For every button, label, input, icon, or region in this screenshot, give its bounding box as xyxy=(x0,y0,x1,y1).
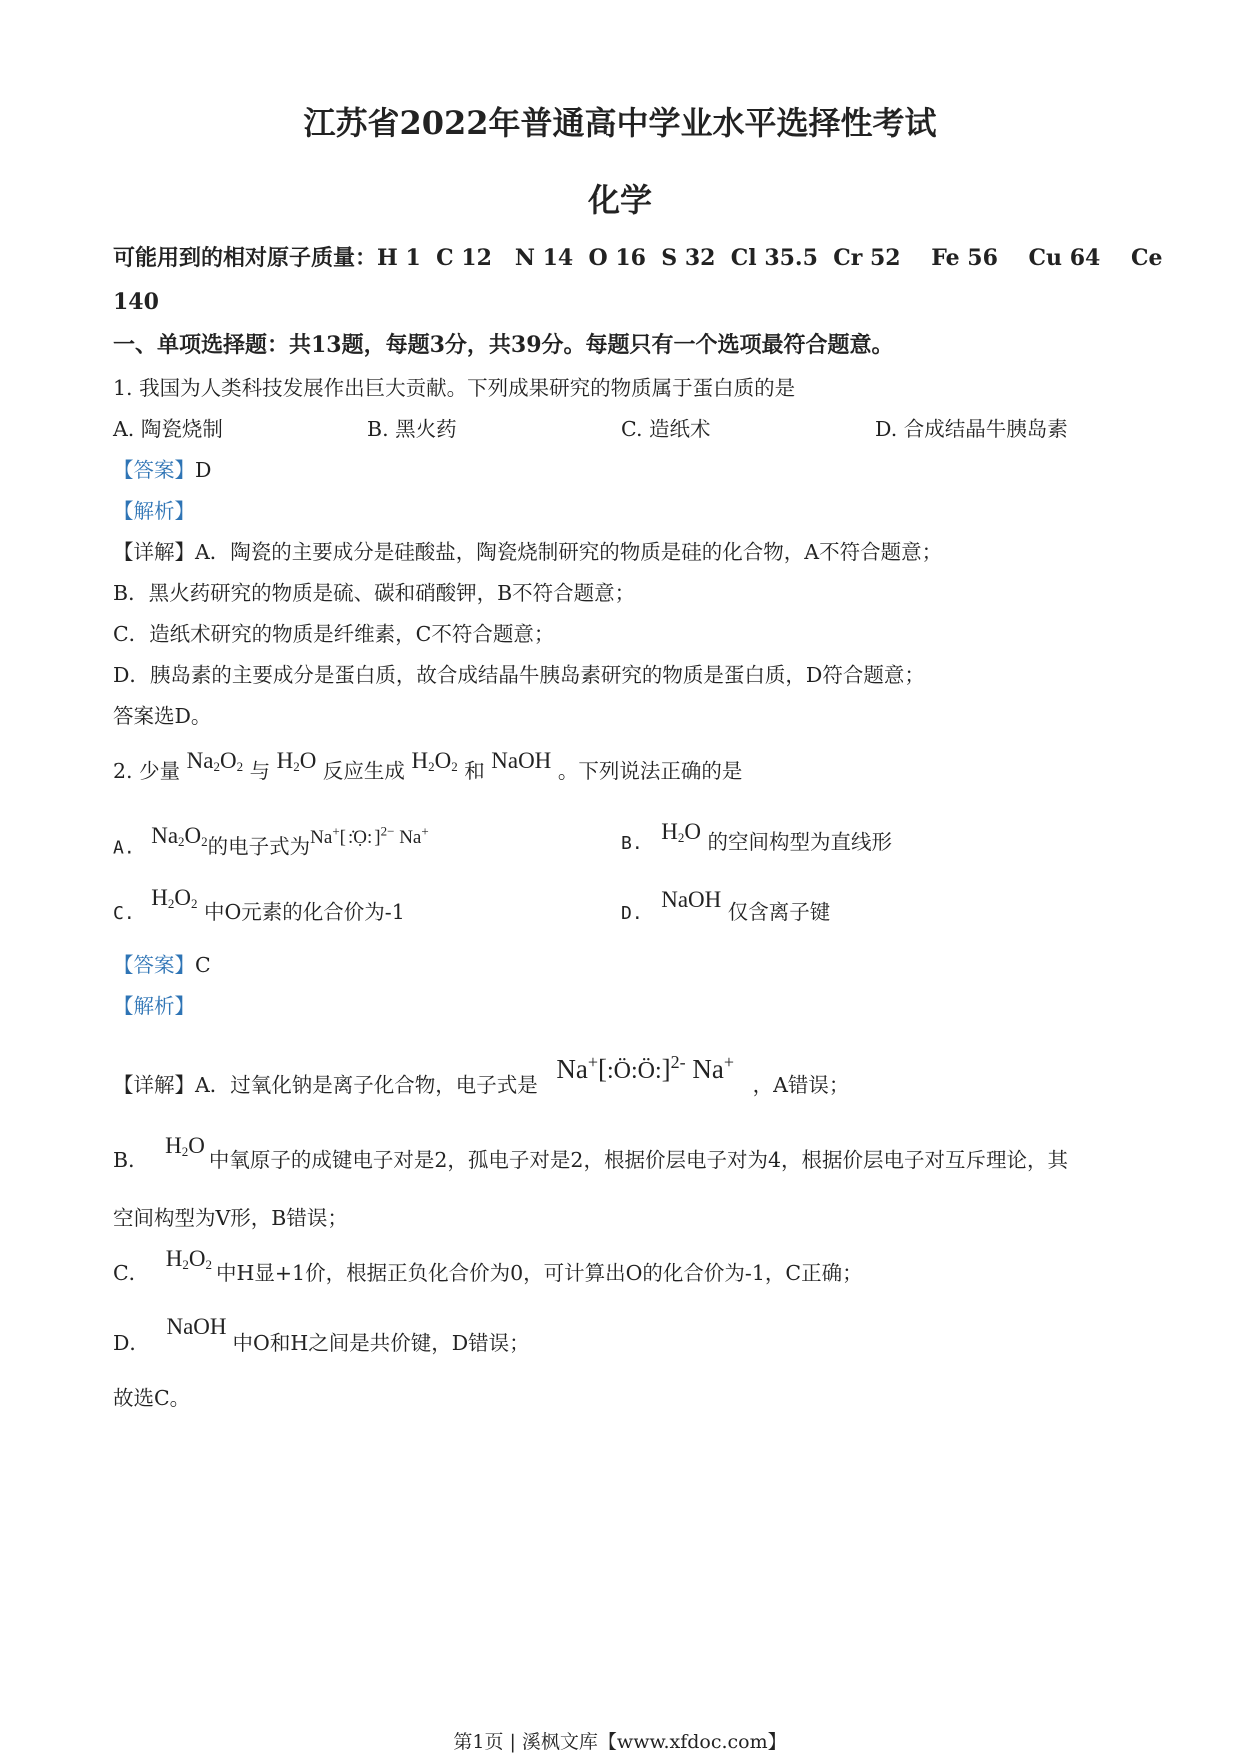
q2-detail-a xyxy=(113,1052,1160,1099)
formula-h2o: $H_2O$ xyxy=(661,819,701,845)
formula-naoh: NaOH xyxy=(661,887,722,912)
q1-detail-line: D．胰岛素的主要成分是蛋白质，故合成结晶牛胰岛素研究的物质是蛋白质，D符合题意； xyxy=(113,663,925,687)
detail-text: 中氧原子的成键电子对是2，孤电子对是2，根据价层电子对为4，根据价层电子对互斥理论，其 xyxy=(208,1148,1068,1172)
formula-h2o: $H_2O$ xyxy=(165,1133,205,1159)
detail-prefix: D． xyxy=(113,1331,150,1355)
q1-option-d: D. 合成结晶牛胰岛素 xyxy=(875,417,1068,441)
electron-formula-image: Na+[ :̇Ọ: ]$^{2-}$ Na+ xyxy=(310,824,429,849)
detail-text: 中O和H之间是共价键，D错误； xyxy=(232,1331,530,1355)
q2-stem-he: 和 xyxy=(464,759,485,783)
q1-option-c: C. 造纸术 xyxy=(621,417,711,441)
formula-h2o2: $H_2O_2$ xyxy=(411,748,458,774)
q2-option-c xyxy=(113,885,405,932)
q1-detail-line: C．造纸术研究的物质是纤维素，C不符合题意； xyxy=(113,622,555,646)
option-label: A. xyxy=(113,837,135,859)
q2-option-b xyxy=(621,819,892,862)
option-text: 的电子式为 xyxy=(207,834,311,859)
q2-option-d xyxy=(621,887,831,928)
atomic-mass-label: 可能用到的相对原子质量： xyxy=(113,245,378,271)
q2-stem-fy: 反应生成 xyxy=(322,759,405,783)
exam-title: 江苏省2022年普通高中学业水平选择性考试 xyxy=(303,104,937,142)
q2-conclusion: 故选C。 xyxy=(113,1386,191,1410)
q2-detail-b-cont: 空间构型为V形，B错误； xyxy=(113,1206,348,1230)
section-heading: 一、单项选择题：共13题，每题3分，共39分。每题只有一个选项最符合题意。 xyxy=(113,332,894,358)
q1-answer xyxy=(113,456,1160,484)
q2-detail-d xyxy=(113,1314,1160,1357)
detail-prefix: B． xyxy=(113,1148,149,1172)
option-text: 的空间构型为直线形 xyxy=(707,830,892,854)
q2-analysis-tag: 【解析】 xyxy=(113,994,195,1018)
q2-stem-yu: 与 xyxy=(249,759,271,783)
q1-detail-line: 【详解】A．陶瓷的主要成分是硅酸盐，陶瓷烧制研究的物质是硅的化合物，A不符合题意； xyxy=(113,540,943,564)
formula-na2o2: $Na_2O_2$ xyxy=(186,748,244,774)
q1-analysis-tag: 【解析】 xyxy=(113,499,195,523)
q1-detail-line: B．黑火药研究的物质是硫、碳和硝酸钾，B不符合题意； xyxy=(113,581,636,605)
formula-na2o2: $Na_2O_2$ xyxy=(151,823,208,850)
option-text: 中O元素的化合价为-1 xyxy=(204,900,405,924)
q2-stem-pre: 2. 少量 xyxy=(113,759,181,783)
formula-h2o2: $H_2O_2$ xyxy=(151,885,198,911)
q1-option-b: B. 黑火药 xyxy=(367,417,457,441)
q2-answer xyxy=(113,951,1160,979)
answer-tag: 【答案】 xyxy=(113,953,195,977)
detail-text: 中H显+1价，根据正负化合价为0，可计算出O的化合价为-1，C正确； xyxy=(215,1261,863,1285)
atomic-mass-line xyxy=(113,244,1163,272)
answer-tag: 【答案】 xyxy=(113,458,195,482)
q1-option-a: A. 陶瓷烧制 xyxy=(113,417,223,441)
q2-stem-post: 。下列说法正确的是 xyxy=(557,759,743,783)
detail-prefix: C． xyxy=(113,1261,150,1285)
q1-stem: 1. 我国为人类科技发展作出巨大贡献。下列成果研究的物质属于蛋白质的是 xyxy=(113,376,796,400)
option-label: C. xyxy=(113,903,135,924)
formula-naoh: NaOH xyxy=(166,1314,227,1339)
formula-h2o2: $H_2O_2$ xyxy=(165,1246,212,1272)
atomic-mass-continuation: 140 xyxy=(113,289,159,315)
q2-stem xyxy=(113,748,1160,791)
q1-conclusion: 答案选D。 xyxy=(113,704,212,728)
option-label: D. xyxy=(621,903,643,924)
q2-option-a xyxy=(113,823,429,866)
q2-detail-c xyxy=(113,1246,1160,1293)
formula-h2o: $H_2O$ xyxy=(276,748,317,774)
subject-title: 化学 xyxy=(587,181,652,219)
peroxide-electron-formula: Na+[:Ö:Ö:]$^{2-}$ Na+ xyxy=(556,1052,735,1084)
option-label: B. xyxy=(621,833,643,854)
atomic-mass-values: H 1 C 12 N 14 O 16 S 32 Cl 35.5 Cr 52 Fe 56 Cu 64 Ce xyxy=(377,245,1163,271)
answer-value: D xyxy=(195,458,212,482)
formula-naoh: NaOH xyxy=(491,748,552,773)
answer-value: C xyxy=(195,953,211,977)
detail-text: ，A错误； xyxy=(752,1073,850,1097)
page-footer: 第1页 | 溪枫文库【www.xfdoc.com】 xyxy=(453,1731,787,1753)
option-text: 仅含离子键 xyxy=(727,900,831,924)
q2-detail-b xyxy=(113,1133,1160,1180)
detail-text: 【详解】A．过氧化钠是离子化合物，电子式是 xyxy=(113,1073,538,1097)
